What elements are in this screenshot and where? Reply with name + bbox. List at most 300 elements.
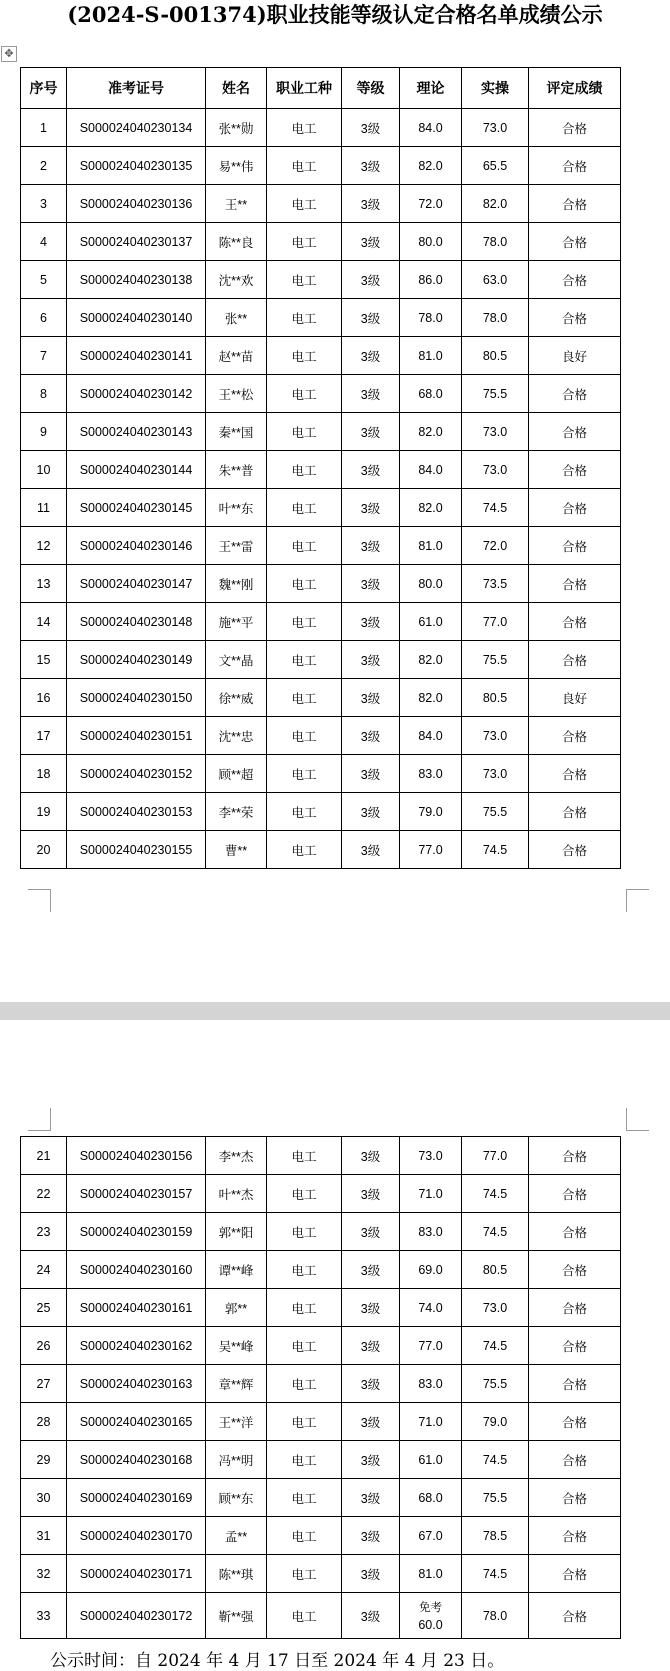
table-row [21,1251,621,1289]
level-cell: 3级 [342,641,400,679]
theory-score-cell: 73.0 [400,1137,462,1175]
row-number-cell: 20 [21,831,67,869]
table-row [21,1137,621,1175]
level-cell: 3级 [342,603,400,641]
table-row [21,1213,621,1251]
practice-score-cell: 73.0 [462,1289,529,1327]
theory-score-cell: 84.0 [400,451,462,489]
job-type-cell: 电工 [267,337,342,375]
practice-score-cell: 74.5 [462,1441,529,1479]
job-type-cell: 电工 [267,147,342,185]
level-cell: 3级 [342,223,400,261]
theory-score-cell: 84.0 [400,109,462,147]
result-cell: 合格 [529,413,621,451]
row-number-cell: 32 [21,1555,67,1593]
result-cell: 合格 [529,755,621,793]
theory-score-cell: 71.0 [400,1175,462,1213]
row-number-cell: 22 [21,1175,67,1213]
level-cell: 3级 [342,337,400,375]
practice-score-cell: 80.5 [462,1251,529,1289]
candidate-name-cell: 曹** [206,831,267,869]
candidate-name-cell: 施**平 [206,603,267,641]
table-row [21,1327,621,1365]
practice-score-cell: 73.0 [462,413,529,451]
col-header-job: 职业工种 [267,68,342,109]
practice-score-cell: 80.5 [462,679,529,717]
job-type-cell: 电工 [267,223,342,261]
practice-score-cell: 78.0 [462,299,529,337]
row-number-cell: 26 [21,1327,67,1365]
job-type-cell: 电工 [267,413,342,451]
row-number-cell: 14 [21,603,67,641]
theory-score-cell: 84.0 [400,717,462,755]
candidate-name-cell: 王**松 [206,375,267,413]
practice-score-cell: 78.0 [462,223,529,261]
table-row [21,1555,621,1593]
exam-id-cell: S000024040230137 [67,223,206,261]
theory-score-cell: 69.0 [400,1251,462,1289]
level-cell: 3级 [342,413,400,451]
row-number-cell: 30 [21,1479,67,1517]
result-cell: 合格 [529,261,621,299]
candidate-name-cell: 叶**东 [206,489,267,527]
job-type-cell: 电工 [267,1441,342,1479]
row-number-cell: 11 [21,489,67,527]
theory-score-cell: 74.0 [400,1289,462,1327]
job-type-cell: 电工 [267,641,342,679]
level-cell: 3级 [342,1593,400,1639]
result-cell: 合格 [529,299,621,337]
candidate-name-cell: 秦**国 [206,413,267,451]
exam-id-cell: S000024040230168 [67,1441,206,1479]
job-type-cell: 电工 [267,1327,342,1365]
practice-score-cell: 75.5 [462,793,529,831]
level-cell: 3级 [342,565,400,603]
row-number-cell: 19 [21,793,67,831]
job-type-cell: 电工 [267,185,342,223]
level-cell: 3级 [342,755,400,793]
table-row [21,565,621,603]
exam-id-cell: S000024040230157 [67,1175,206,1213]
job-type-cell: 电工 [267,1593,342,1639]
level-cell: 3级 [342,451,400,489]
result-cell: 合格 [529,1441,621,1479]
candidate-name-cell: 沈**欢 [206,261,267,299]
exam-id-cell: S000024040230148 [67,603,206,641]
candidate-name-cell: 朱**普 [206,451,267,489]
candidate-name-cell: 徐**威 [206,679,267,717]
candidate-name-cell: 靳**强 [206,1593,267,1639]
table-row [21,793,621,831]
candidate-name-cell: 李**杰 [206,1137,267,1175]
row-number-cell: 12 [21,527,67,565]
job-type-cell: 电工 [267,1555,342,1593]
result-cell: 良好 [529,679,621,717]
row-number-cell: 33 [21,1593,67,1639]
theory-score-cell: 67.0 [400,1517,462,1555]
job-type-cell: 电工 [267,1213,342,1251]
exam-id-cell: S000024040230152 [67,755,206,793]
theory-score-cell: 83.0 [400,1365,462,1403]
table-row [21,109,621,147]
row-number-cell: 9 [21,413,67,451]
job-type-cell: 电工 [267,1251,342,1289]
level-cell: 3级 [342,147,400,185]
row-number-cell: 16 [21,679,67,717]
candidate-name-cell: 王**雷 [206,527,267,565]
practice-score-cell: 78.0 [462,1593,529,1639]
exam-id-cell: S000024040230143 [67,413,206,451]
level-cell: 3级 [342,831,400,869]
candidate-name-cell: 魏**刚 [206,565,267,603]
level-cell: 3级 [342,1365,400,1403]
practice-score-cell: 74.5 [462,1213,529,1251]
table-row [21,489,621,527]
theory-score-cell [400,1593,462,1639]
exam-id-cell: S000024040230142 [67,375,206,413]
table-row [21,717,621,755]
result-cell: 合格 [529,147,621,185]
job-type-cell: 电工 [267,1517,342,1555]
row-number-cell: 6 [21,299,67,337]
exam-id-cell: S000024040230149 [67,641,206,679]
table-row [21,755,621,793]
job-type-cell: 电工 [267,1175,342,1213]
result-cell: 合格 [529,1517,621,1555]
page-separator [0,1002,670,1020]
practice-score-cell: 74.5 [462,1175,529,1213]
practice-score-cell: 77.0 [462,603,529,641]
theory-score-cell: 82.0 [400,147,462,185]
level-cell: 3级 [342,793,400,831]
table-row [21,337,621,375]
row-number-cell: 4 [21,223,67,261]
exam-id-cell: S000024040230141 [67,337,206,375]
theory-score: 60.0 [418,1617,443,1632]
job-type-cell: 电工 [267,717,342,755]
row-number-cell: 15 [21,641,67,679]
exam-id-cell: S000024040230159 [67,1213,206,1251]
col-header-result: 评定成绩 [529,68,621,109]
practice-score-cell: 73.5 [462,565,529,603]
row-number-cell: 13 [21,565,67,603]
theory-score-cell: 81.0 [400,337,462,375]
exam-id-cell: S000024040230163 [67,1365,206,1403]
result-cell: 合格 [529,1327,621,1365]
result-cell: 合格 [529,565,621,603]
table-row [21,1593,621,1639]
job-type-cell: 电工 [267,1365,342,1403]
table-row [21,299,621,337]
practice-score-cell: 79.0 [462,1403,529,1441]
table-row [21,1479,621,1517]
exam-id-cell: S000024040230171 [67,1555,206,1593]
candidate-name-cell: 顾**东 [206,1479,267,1517]
candidate-name-cell: 郭** [206,1289,267,1327]
result-cell: 合格 [529,793,621,831]
practice-score-cell: 75.5 [462,1365,529,1403]
candidate-name-cell: 李**荣 [206,793,267,831]
table-row [21,413,621,451]
practice-score-cell: 73.0 [462,451,529,489]
exam-id-cell: S000024040230140 [67,299,206,337]
level-cell: 3级 [342,375,400,413]
job-type-cell: 电工 [267,755,342,793]
row-number-cell: 1 [21,109,67,147]
exam-id-cell: S000024040230165 [67,1403,206,1441]
job-type-cell: 电工 [267,831,342,869]
practice-score-cell: 74.5 [462,1327,529,1365]
candidate-name-cell: 叶**杰 [206,1175,267,1213]
practice-score-cell: 73.0 [462,109,529,147]
row-number-cell: 24 [21,1251,67,1289]
level-cell: 3级 [342,1403,400,1441]
candidate-name-cell: 冯**明 [206,1441,267,1479]
practice-score-cell: 63.0 [462,261,529,299]
level-cell: 3级 [342,1175,400,1213]
candidate-name-cell: 文**晶 [206,641,267,679]
result-cell: 合格 [529,1365,621,1403]
candidate-name-cell: 张** [206,299,267,337]
level-cell: 3级 [342,679,400,717]
theory-score-cell: 81.0 [400,1555,462,1593]
results-table-part-2 [20,1136,621,1639]
table-row [21,375,621,413]
theory-score-cell: 72.0 [400,185,462,223]
col-header-id: 准考证号 [67,68,206,109]
exam-id-cell: S000024040230138 [67,261,206,299]
level-cell: 3级 [342,717,400,755]
practice-score-cell: 77.0 [462,1137,529,1175]
candidate-name-cell: 赵**苗 [206,337,267,375]
table-row [21,261,621,299]
result-cell: 合格 [529,1213,621,1251]
exam-id-cell: S000024040230136 [67,185,206,223]
table-row [21,1517,621,1555]
level-cell: 3级 [342,1441,400,1479]
practice-score-cell: 74.5 [462,1555,529,1593]
theory-score-cell: 81.0 [400,527,462,565]
theory-score-cell: 71.0 [400,1403,462,1441]
level-cell: 3级 [342,1251,400,1289]
row-number-cell: 8 [21,375,67,413]
row-number-cell: 27 [21,1365,67,1403]
table-row [21,679,621,717]
job-type-cell: 电工 [267,489,342,527]
level-cell: 3级 [342,1213,400,1251]
candidate-name-cell: 王**洋 [206,1403,267,1441]
page-title: (2024-S-001374)职业技能等级认定合格名单成绩公示 [67,2,603,27]
theory-score-cell: 61.0 [400,603,462,641]
job-type-cell: 电工 [267,1289,342,1327]
exam-id-cell: S000024040230151 [67,717,206,755]
col-header-name: 姓名 [206,68,267,109]
practice-score-cell: 73.0 [462,755,529,793]
candidate-name-cell: 顾**超 [206,755,267,793]
result-cell: 合格 [529,375,621,413]
level-cell: 3级 [342,1327,400,1365]
job-type-cell: 电工 [267,1137,342,1175]
row-number-cell: 28 [21,1403,67,1441]
job-type-cell: 电工 [267,261,342,299]
row-number-cell: 5 [21,261,67,299]
job-type-cell: 电工 [267,793,342,831]
job-type-cell: 电工 [267,565,342,603]
job-type-cell: 电工 [267,527,342,565]
exam-id-cell: S000024040230145 [67,489,206,527]
theory-score-cell: 82.0 [400,679,462,717]
exam-id-cell: S000024040230169 [67,1479,206,1517]
candidate-name-cell: 郭**阳 [206,1213,267,1251]
result-cell: 合格 [529,223,621,261]
document-page-2 [0,1020,670,1671]
practice-score-cell: 82.0 [462,185,529,223]
table-header-row [21,68,621,109]
theory-score-cell: 79.0 [400,793,462,831]
theory-score-cell: 77.0 [400,1327,462,1365]
page-corner-mark [28,1108,51,1131]
practice-score-cell: 72.0 [462,527,529,565]
table-row [21,1175,621,1213]
result-cell: 合格 [529,603,621,641]
theory-score-cell: 82.0 [400,489,462,527]
row-number-cell: 18 [21,755,67,793]
exam-id-cell: S000024040230150 [67,679,206,717]
exam-id-cell: S000024040230162 [67,1327,206,1365]
job-type-cell: 电工 [267,1479,342,1517]
col-header-theory: 理论 [400,68,462,109]
result-cell: 合格 [529,717,621,755]
table-row [21,451,621,489]
row-number-cell: 10 [21,451,67,489]
exam-id-cell: S000024040230161 [67,1289,206,1327]
result-cell: 合格 [529,1289,621,1327]
level-cell: 3级 [342,299,400,337]
theory-score-cell: 80.0 [400,223,462,261]
page-corner-mark [626,889,649,912]
theory-score-cell: 61.0 [400,1441,462,1479]
exam-id-cell: S000024040230170 [67,1517,206,1555]
exam-id-cell: S000024040230153 [67,793,206,831]
level-cell: 3级 [342,109,400,147]
table-row [21,1441,621,1479]
level-cell: 3级 [342,1517,400,1555]
exam-id-cell: S000024040230147 [67,565,206,603]
practice-score-cell: 74.5 [462,489,529,527]
result-cell: 合格 [529,1403,621,1441]
level-cell: 3级 [342,527,400,565]
level-cell: 3级 [342,1479,400,1517]
table-row [21,1403,621,1441]
theory-score-cell: 68.0 [400,375,462,413]
table-row [21,641,621,679]
result-cell: 合格 [529,527,621,565]
row-number-cell: 29 [21,1441,67,1479]
candidate-name-cell: 陈**良 [206,223,267,261]
level-cell: 3级 [342,489,400,527]
candidate-name-cell: 沈**忠 [206,717,267,755]
level-cell: 3级 [342,1555,400,1593]
theory-score-cell: 86.0 [400,261,462,299]
candidate-name-cell: 王** [206,185,267,223]
candidate-name-cell: 吴**峰 [206,1327,267,1365]
theory-score-cell: 82.0 [400,413,462,451]
table-row [21,1365,621,1403]
level-cell: 3级 [342,1289,400,1327]
result-cell: 合格 [529,489,621,527]
result-cell: 合格 [529,1137,621,1175]
candidate-name-cell: 易**伟 [206,147,267,185]
theory-score-cell: 82.0 [400,641,462,679]
result-cell: 合格 [529,1555,621,1593]
job-type-cell: 电工 [267,451,342,489]
row-number-cell: 23 [21,1213,67,1251]
result-cell: 合格 [529,1593,621,1639]
practice-score-cell: 75.5 [462,641,529,679]
row-number-cell: 17 [21,717,67,755]
exam-id-cell: S000024040230135 [67,147,206,185]
move-handle-icon[interactable]: ✥ [1,46,17,62]
table-row [21,527,621,565]
practice-score-cell: 65.5 [462,147,529,185]
level-cell: 3级 [342,261,400,299]
table-row [21,831,621,869]
theory-score-cell: 83.0 [400,1213,462,1251]
job-type-cell: 电工 [267,109,342,147]
theory-score-cell: 78.0 [400,299,462,337]
table-row [21,147,621,185]
exam-id-cell: S000024040230156 [67,1137,206,1175]
exam-id-cell: S000024040230160 [67,1251,206,1289]
row-number-cell: 25 [21,1289,67,1327]
exam-id-cell: S000024040230155 [67,831,206,869]
result-cell: 合格 [529,1251,621,1289]
exam-id-cell: S000024040230172 [67,1593,206,1639]
practice-score-cell: 74.5 [462,831,529,869]
col-header-level: 等级 [342,68,400,109]
candidate-name-cell: 谭**峰 [206,1251,267,1289]
col-header-no: 序号 [21,68,67,109]
result-cell: 合格 [529,1479,621,1517]
row-number-cell: 2 [21,147,67,185]
exam-id-cell: S000024040230144 [67,451,206,489]
level-cell: 3级 [342,185,400,223]
publicity-period: 公示时间：自 2024 年 4 月 17 日至 2024 年 4 月 23 日。 [50,1651,505,1671]
practice-score-cell: 73.0 [462,717,529,755]
practice-score-cell: 80.5 [462,337,529,375]
table-row [21,1289,621,1327]
page-corner-mark [28,889,51,912]
theory-score-cell: 68.0 [400,1479,462,1517]
col-header-practice: 实操 [462,68,529,109]
exam-id-cell: S000024040230134 [67,109,206,147]
result-cell: 合格 [529,1175,621,1213]
result-cell: 合格 [529,451,621,489]
practice-score-cell: 75.5 [462,1479,529,1517]
result-cell: 合格 [529,109,621,147]
row-number-cell: 7 [21,337,67,375]
job-type-cell: 电工 [267,375,342,413]
theory-score-cell: 77.0 [400,831,462,869]
table-row [21,223,621,261]
job-type-cell: 电工 [267,1403,342,1441]
exam-id-cell: S000024040230146 [67,527,206,565]
job-type-cell: 电工 [267,299,342,337]
result-cell: 合格 [529,185,621,223]
result-cell: 合格 [529,641,621,679]
results-table-part-1 [20,67,621,869]
job-type-cell: 电工 [267,679,342,717]
